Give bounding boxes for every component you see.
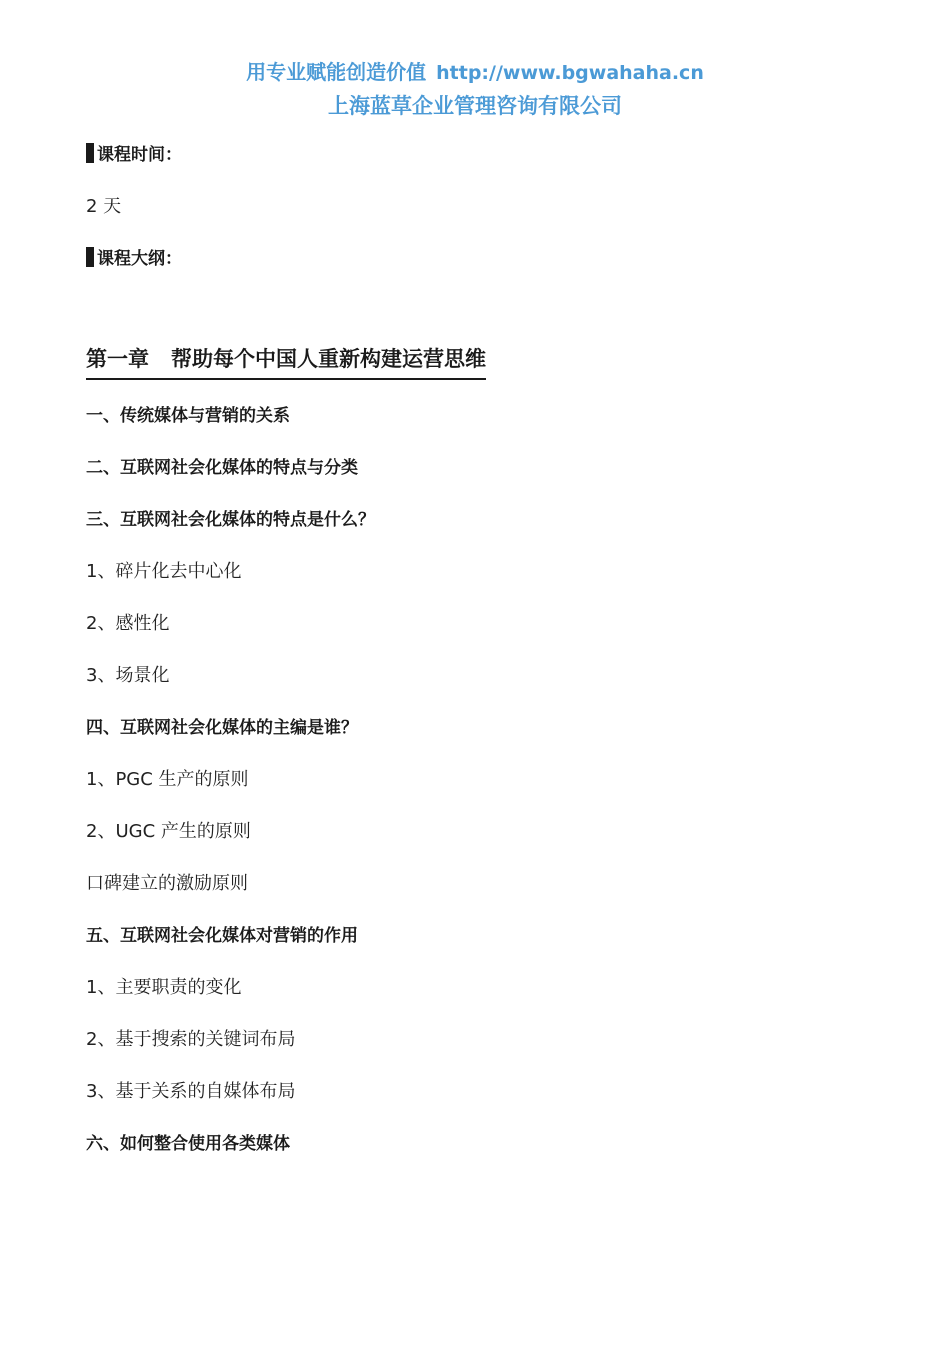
outline-section: 六、如何整合使用各类媒体 bbox=[86, 1134, 290, 1154]
outline-subitem: 3、场景化 bbox=[86, 665, 170, 686]
chapter-number: 第一章 bbox=[86, 347, 149, 371]
header-slogan-line bbox=[0, 55, 950, 89]
chapter-heading bbox=[86, 344, 486, 380]
bullet-bar-icon bbox=[86, 247, 94, 267]
outline-section: 一、传统媒体与营销的关系 bbox=[86, 406, 290, 426]
outline-subitem: 2、基于搜索的关键词布局 bbox=[86, 1029, 296, 1050]
chapter-title: 帮助每个中国人重新构建运营思维 bbox=[171, 347, 486, 371]
page-header bbox=[0, 55, 950, 123]
outline-section: 二、互联网社会化媒体的特点与分类 bbox=[86, 458, 358, 478]
course-time-value: 2 天 bbox=[86, 196, 122, 217]
outline-subitem: 1、主要职责的变化 bbox=[86, 977, 242, 998]
header-url-link[interactable]: http://www.bgwahaha.cn bbox=[436, 62, 704, 84]
outline-subitem: 2、感性化 bbox=[86, 613, 170, 634]
outline-subitem: 1、碎片化去中心化 bbox=[86, 561, 242, 582]
outline-subitem: 3、基于关系的自媒体布局 bbox=[86, 1081, 296, 1102]
bullet-bar-icon bbox=[86, 143, 94, 163]
outline-section: 五、互联网社会化媒体对营销的作用 bbox=[86, 926, 358, 946]
header-company: 上海蓝草企业管理咨询有限公司 bbox=[328, 94, 622, 118]
outline-section: 三、互联网社会化媒体的特点是什么？ bbox=[86, 510, 375, 530]
header-slogan: 用专业赋能创造价值 bbox=[246, 60, 427, 84]
outline-subitem: 口碑建立的激励原则 bbox=[86, 873, 248, 894]
outline-subitem: 1、PGC 生产的原则 bbox=[86, 769, 249, 790]
course-time-label: 课程时间： bbox=[86, 143, 182, 167]
outline-subitem: 2、UGC 产生的原则 bbox=[86, 821, 251, 842]
course-outline-label: 课程大纲： bbox=[86, 247, 182, 271]
outline-section: 四、互联网社会化媒体的主编是谁？ bbox=[86, 718, 358, 738]
